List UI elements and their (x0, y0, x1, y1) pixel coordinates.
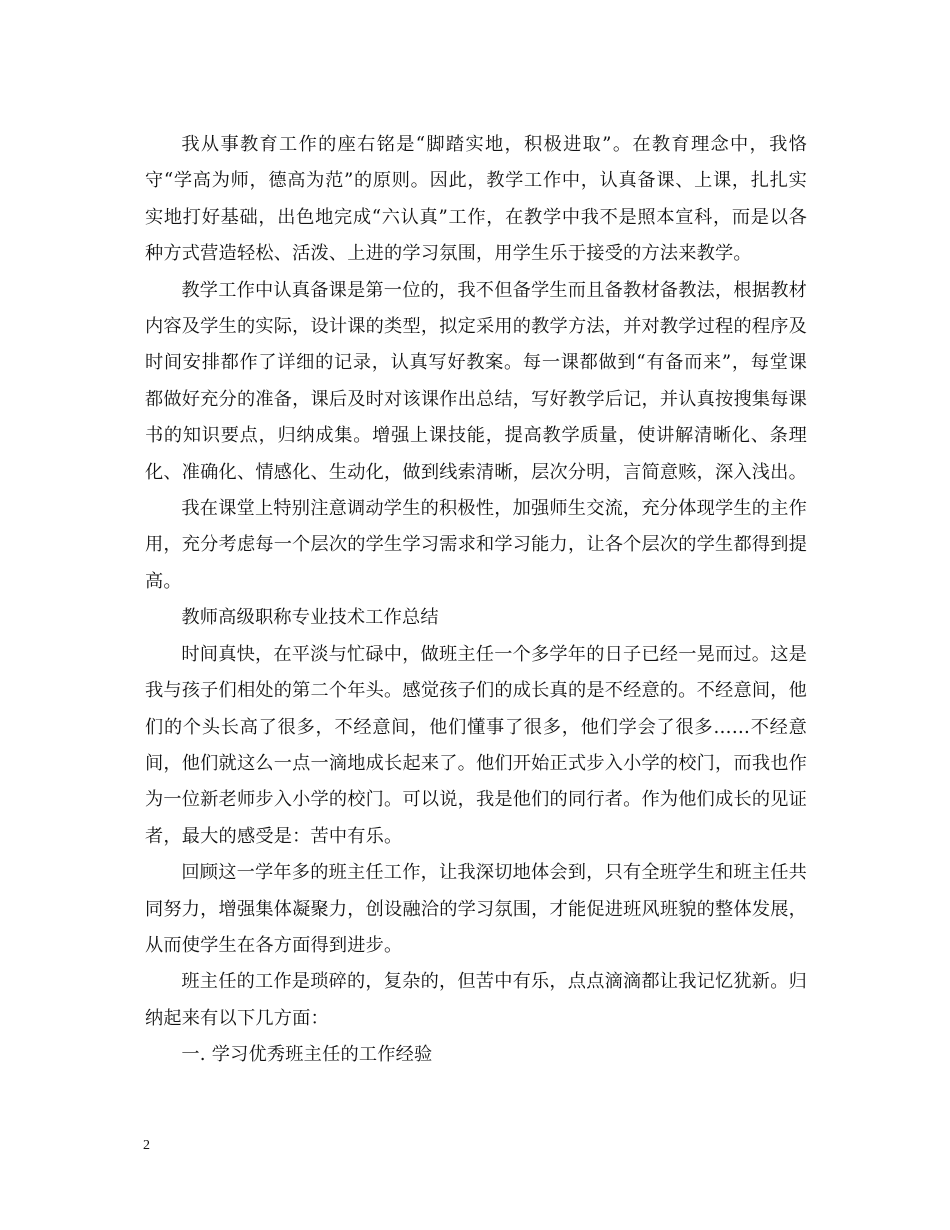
paragraph-summary: 班主任的工作是琐碎的，复杂的，但苦中有乐，点点滴滴都让我记忆犹新。归纳起来有以下几方面： (145, 971, 807, 1029)
paragraph-classroom: 我在课堂上特别注意调动学生的积极性，加强师生交流，充分体现学生的主作用，充分考虑每一个层次的学生学习需求和学习能力，让各个层次的学生都得到提高。 (145, 498, 807, 592)
document-body (145, 127, 807, 1074)
page-number: 2 (143, 1138, 150, 1153)
paragraph-motto: 我从事教育工作的座右铭是“脚踏实地，积极进取”。在教育理念中，我恪守“学高为师，德高为范”的原则。因此，教学工作中，认真备课、上课，扎扎实实地打好基础，出色地完成“六认真”工作，在教学中我不是照本宣科，而是以各种方式营造轻松、活泼、上进的学习氛围，用学生乐于接受的方法来教学。 (145, 134, 807, 265)
paragraph-lesson-preparation: 教学工作中认真备课是第一位的，我不但备学生而且备教材备教法，根据教材内容及学生的实际，设计课的类型，拟定采用的教学方法，并对教学过程的程序及时间安排都作了详细的记录，认真写好教案。每一课都做到“有备而来”，每堂课都做好充分的准备，课后及时对该课作出总结，写好教学后记，并认真按搜集每课书的知识要点，归纳成集。增强上课技能，提高教学质量，使讲解清晰化、条理化、准确化、情感化、生动化，做到线索清晰，层次分明，言简意赅，深入浅出。 (145, 279, 807, 483)
paragraph-review: 回顾这一学年多的班主任工作，让我深切地体会到，只有全班学生和班主任共同努力，增强集体凝聚力，创设融洽的学习氛围，才能促进班风班貌的整体发展，从而使学生在各方面得到进步。 (145, 862, 807, 956)
paragraph-time: 时间真快，在平淡与忙碌中，做班主任一个多学年的日子已经一晃而过。这是我与孩子们相处的第二个年头。感觉孩子们的成长真的是不经意的。不经意间，他们的个头长高了很多，不经意间，他们懂事了很多，他们学会了很多……不经意间，他们就这么一点一滴地成长起来了。他们开始正式步入小学的校门，而我也作为一位新老师步入小学的校门。可以说，我是他们的同行者。作为他们成长的见证者，最大的感受是：苦中有乐。 (145, 643, 807, 847)
section-heading: 教师高级职称专业技术工作总结 (181, 607, 439, 629)
list-item-heading: 一. 学习优秀班主任的工作经验 (181, 1044, 433, 1066)
